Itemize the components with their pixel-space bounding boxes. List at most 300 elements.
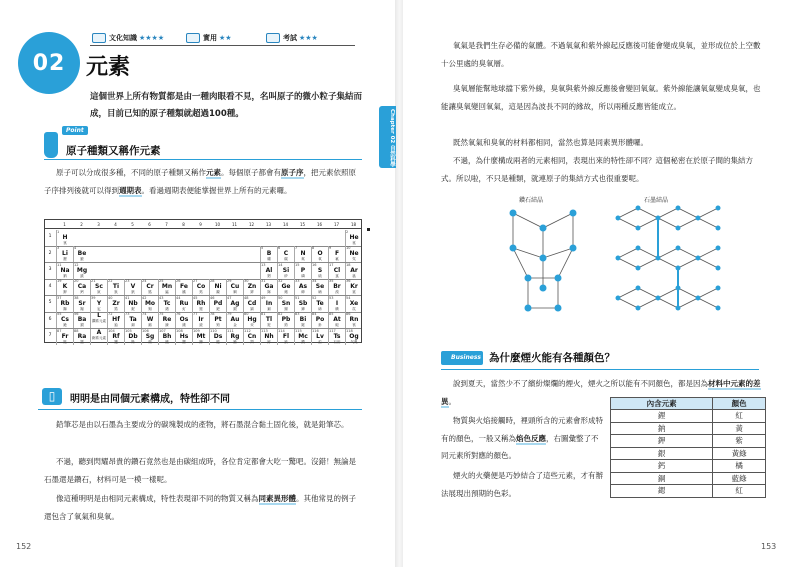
element-cell bbox=[328, 312, 345, 329]
element-cell bbox=[209, 329, 226, 346]
element-cell bbox=[226, 279, 243, 296]
element-cell bbox=[260, 312, 277, 329]
element-cell bbox=[260, 279, 277, 296]
element-symbol: Y bbox=[96, 299, 102, 307]
element-symbol: Ag bbox=[230, 299, 240, 307]
element-symbol: F bbox=[334, 250, 340, 257]
element-cell bbox=[56, 296, 73, 313]
table-row bbox=[611, 410, 766, 423]
element-cell bbox=[328, 246, 345, 263]
atomic-number: 73 bbox=[125, 312, 130, 316]
atomic-number: 18 bbox=[346, 262, 351, 267]
element-name: 鑪 bbox=[114, 339, 118, 344]
atomic-number: 55 bbox=[57, 312, 62, 316]
element-symbol: Bi bbox=[299, 316, 307, 323]
element-name: 銦 bbox=[267, 306, 271, 311]
element-name: 鉝 bbox=[318, 339, 322, 344]
atomic-number: 42 bbox=[142, 295, 147, 300]
group-number: 8 bbox=[182, 222, 185, 227]
element-name: 氟 bbox=[335, 257, 339, 261]
element-name: 銅 bbox=[233, 290, 237, 294]
element-name: 鋁 bbox=[267, 273, 271, 278]
group-number: 5 bbox=[131, 222, 134, 227]
element-symbol: W bbox=[146, 316, 154, 323]
element-cell bbox=[56, 263, 73, 280]
element-symbol: At bbox=[333, 316, 341, 323]
color-cell: 黃 bbox=[713, 422, 766, 435]
atomic-number: 26 bbox=[176, 279, 181, 283]
element-cell bbox=[311, 329, 328, 346]
element-cell bbox=[277, 279, 294, 296]
element-symbol: Be bbox=[77, 250, 87, 257]
exam-icon bbox=[266, 33, 280, 43]
atomic-number: 112 bbox=[244, 328, 251, 333]
chapter-side-tab: Chapter 02 自然科學 bbox=[379, 106, 396, 168]
element-cell bbox=[158, 312, 175, 329]
group-number: 2 bbox=[80, 222, 83, 227]
element-cell bbox=[260, 246, 277, 263]
element-symbol: Sn bbox=[281, 299, 291, 307]
element-cell bbox=[243, 279, 260, 296]
element-symbol: Pb bbox=[281, 316, 291, 323]
period-number: 5 bbox=[48, 300, 52, 305]
element-cell bbox=[226, 312, 243, 329]
atomic-number: 41 bbox=[125, 295, 130, 300]
group-number: 7 bbox=[165, 222, 168, 227]
atomic-number: 35 bbox=[329, 279, 334, 283]
element-symbol: Og bbox=[349, 332, 359, 340]
element-name: 𨭆 bbox=[182, 339, 186, 344]
element-symbol: Al bbox=[265, 266, 273, 274]
element-name: 金 bbox=[233, 323, 237, 327]
atomic-number: 46 bbox=[210, 295, 215, 300]
element-name: 石田 bbox=[333, 339, 341, 344]
element-name: 鈷 bbox=[199, 290, 203, 294]
color-cell: 紅 bbox=[713, 485, 766, 498]
element-name: 𨭎 bbox=[148, 339, 152, 344]
element-name: 氦 bbox=[352, 240, 356, 245]
atomic-number: 53 bbox=[329, 295, 334, 300]
element-symbol: Tc bbox=[163, 299, 171, 307]
atomic-number: 39 bbox=[91, 295, 96, 300]
element-cell bbox=[56, 312, 73, 329]
element-cell bbox=[311, 263, 328, 280]
group-number: 13 bbox=[265, 222, 272, 227]
element-symbol: Kr bbox=[350, 283, 358, 290]
element-name: 鐽 bbox=[216, 339, 220, 344]
element-name: 硫 bbox=[318, 273, 322, 278]
element-cell bbox=[260, 329, 277, 346]
flame-color-table bbox=[610, 397, 766, 498]
element-symbol: Co bbox=[196, 283, 206, 290]
element-symbol: S bbox=[317, 266, 323, 274]
element-name: 氙 bbox=[352, 306, 356, 311]
element-name: 汞 bbox=[250, 323, 254, 327]
element-name: 鉍 bbox=[301, 323, 305, 327]
element-symbol: Tl bbox=[265, 316, 273, 323]
element-symbol: Li bbox=[62, 250, 68, 257]
element-symbol: Bh bbox=[162, 332, 172, 340]
atomic-number: 47 bbox=[227, 295, 232, 300]
atomic-number: 74 bbox=[142, 312, 147, 316]
header-tags bbox=[92, 33, 346, 43]
element-symbol: Si bbox=[282, 266, 290, 274]
element-cell bbox=[328, 296, 345, 313]
element-name: 釔 bbox=[97, 306, 101, 311]
atomic-number: 15 bbox=[295, 262, 300, 267]
element-name: 碘 bbox=[335, 306, 339, 311]
tag-exam: 考試 ★★★ bbox=[266, 33, 346, 43]
element-name: 氧 bbox=[318, 257, 322, 261]
atomic-number: 116 bbox=[312, 328, 319, 333]
tag-culture: 文化知識 ★★★★ bbox=[92, 33, 186, 43]
atomic-number: 28 bbox=[210, 279, 215, 283]
element-name: 𨨏 bbox=[165, 339, 169, 344]
element-symbol: Rf bbox=[112, 332, 120, 340]
element-symbol: Ti bbox=[112, 283, 120, 290]
atomic-number: 111 bbox=[227, 328, 234, 333]
element-symbol: Nb bbox=[128, 299, 138, 307]
period-number: 1 bbox=[48, 234, 52, 239]
element-cell bbox=[56, 329, 73, 346]
element-symbol: Te bbox=[316, 299, 324, 307]
element-cell bbox=[260, 263, 277, 280]
header-divider bbox=[90, 45, 355, 46]
element-name: 鎳 bbox=[216, 290, 220, 294]
atomic-number: 44 bbox=[176, 295, 181, 300]
element-name: 鎂 bbox=[80, 273, 84, 278]
element-symbol: Hg bbox=[247, 316, 257, 323]
graphite-crystal-diagram bbox=[608, 203, 738, 323]
element-cell bbox=[124, 329, 141, 346]
atomic-number: 40 bbox=[108, 295, 113, 300]
element-symbol: As bbox=[298, 283, 308, 290]
element-name: 鈧 bbox=[97, 290, 101, 294]
element-cell bbox=[209, 279, 226, 296]
element-cell bbox=[311, 312, 328, 329]
element-name: 錸 bbox=[165, 323, 169, 327]
element-symbol: Zr bbox=[112, 299, 120, 307]
element-cell bbox=[192, 279, 209, 296]
element-name: 銣 bbox=[63, 306, 67, 311]
atomic-number: 52 bbox=[312, 295, 317, 300]
element-symbol: Au bbox=[230, 316, 240, 323]
element-name: 鎶 bbox=[250, 339, 254, 344]
element-name: 䥑 bbox=[199, 339, 203, 344]
atomic-number: 14 bbox=[278, 262, 283, 267]
element-symbol: Rg bbox=[230, 332, 240, 340]
left-page bbox=[0, 0, 396, 567]
table-row bbox=[611, 460, 766, 473]
element-symbol: Cn bbox=[247, 332, 257, 340]
atomic-number: 43 bbox=[159, 295, 164, 300]
element-name: 錫 bbox=[284, 306, 288, 311]
element-name: 鉈 bbox=[267, 323, 271, 327]
element-cell bbox=[294, 312, 311, 329]
element-symbol: Cd bbox=[247, 299, 257, 307]
element-name: 鈹 bbox=[80, 257, 84, 261]
element-name: 鉬 bbox=[148, 306, 152, 311]
atomic-number: 1 bbox=[57, 229, 60, 234]
color-cell: 紫 bbox=[713, 435, 766, 448]
atomic-number: 84 bbox=[312, 312, 317, 316]
atomic-number: 11 bbox=[57, 262, 62, 267]
element-symbol: Fr bbox=[61, 332, 69, 340]
element-cell bbox=[124, 296, 141, 313]
element-symbol: Hs bbox=[179, 332, 189, 340]
atomic-number: 78 bbox=[210, 312, 215, 316]
element-symbol: He bbox=[349, 233, 359, 241]
element-symbol: Br bbox=[333, 283, 341, 290]
group-number: 10 bbox=[214, 222, 221, 227]
element-name: 錀 bbox=[233, 339, 237, 344]
element-symbol: Ru bbox=[179, 299, 189, 307]
atomic-number: 19 bbox=[57, 279, 62, 283]
element-cell bbox=[158, 279, 175, 296]
atomic-number: 29 bbox=[227, 279, 232, 283]
period-number: 6 bbox=[48, 316, 52, 322]
element-name: 鈀 bbox=[216, 306, 220, 311]
tag-practical: 實用 ★★ bbox=[186, 33, 266, 43]
element-symbol: A bbox=[96, 328, 102, 336]
element-symbol: Sr bbox=[78, 299, 86, 307]
element-name: 鋨 bbox=[182, 323, 186, 327]
element-cell bbox=[175, 329, 192, 346]
element-name: 砷 bbox=[301, 290, 305, 294]
element-cell bbox=[73, 279, 90, 296]
element-name: 錳 bbox=[165, 290, 169, 294]
atomic-number: 5 bbox=[261, 246, 264, 250]
subsection-header bbox=[38, 387, 362, 407]
element-symbol: C bbox=[283, 250, 289, 257]
group-number: 11 bbox=[231, 222, 238, 227]
element-symbol: Ge bbox=[281, 283, 291, 290]
element-name: 銻 bbox=[301, 306, 305, 311]
atomic-number: 85 bbox=[329, 312, 334, 316]
element-name: 矽 bbox=[284, 273, 288, 278]
element-cell bbox=[107, 329, 124, 346]
group-number: 4 bbox=[114, 222, 117, 227]
subsection-heading: 明明是由同個元素構成，特性卻不同 bbox=[70, 394, 230, 405]
group-number: 17 bbox=[333, 222, 340, 227]
element-symbol: L bbox=[97, 312, 101, 319]
element-symbol: Po bbox=[315, 316, 325, 323]
table-row bbox=[611, 422, 766, 435]
element-cell bbox=[192, 296, 209, 313]
atomic-number: 80 bbox=[244, 312, 249, 316]
element-cell bbox=[345, 329, 362, 346]
atomic-number: 114 bbox=[278, 328, 285, 333]
table-row bbox=[611, 472, 766, 485]
element-symbol: Mn bbox=[161, 283, 173, 290]
element-name: 氫 bbox=[63, 240, 67, 245]
element-cell bbox=[345, 312, 362, 329]
element-symbol: Sc bbox=[95, 283, 103, 290]
element-symbol: Ni bbox=[214, 283, 222, 290]
element-name: 鎵 bbox=[267, 290, 271, 294]
subsection-divider bbox=[38, 409, 362, 410]
group-number: 9 bbox=[199, 222, 202, 227]
group-number: 12 bbox=[248, 222, 255, 227]
element-symbol: Sb bbox=[298, 299, 308, 307]
element-cell bbox=[243, 296, 260, 313]
element-symbol: Hf bbox=[112, 316, 120, 323]
element-name: 鋰 bbox=[63, 257, 67, 261]
element-symbol: Ga bbox=[264, 283, 274, 290]
element-name: 鋯 bbox=[114, 306, 118, 311]
atomic-number: 50 bbox=[278, 295, 283, 300]
atomic-number: 76 bbox=[176, 312, 181, 316]
element-cell bbox=[90, 312, 107, 329]
element-cell bbox=[73, 312, 90, 329]
element-name: 氡 bbox=[352, 323, 356, 327]
group-number: 6 bbox=[148, 222, 151, 227]
period-number: 2 bbox=[48, 250, 52, 256]
atomic-number: 25 bbox=[159, 279, 164, 283]
element-cell: 銅 bbox=[611, 472, 713, 485]
atomic-number: 75 bbox=[159, 312, 164, 316]
intro-text: 這個世界上所有物質都是由一種肉眼看不見，名叫原子的微小粒子集結而成，目前已知的原子種類就超過100種。 bbox=[90, 92, 363, 119]
atomic-number: 105 bbox=[125, 328, 132, 333]
element-symbol: Cs bbox=[61, 316, 69, 323]
business-divider bbox=[441, 369, 759, 370]
element-name: 鉭 bbox=[131, 323, 135, 327]
element-symbol: I bbox=[335, 299, 339, 307]
element-cell bbox=[56, 246, 73, 263]
group-number: 18 bbox=[350, 222, 357, 227]
atomic-number: 113 bbox=[261, 328, 268, 333]
atomic-number: 16 bbox=[312, 262, 317, 267]
element-name: 鉨 bbox=[267, 339, 271, 344]
page-number-left: 152 bbox=[16, 542, 32, 551]
element-cell bbox=[73, 296, 90, 313]
element-name: 鈇 bbox=[284, 339, 288, 344]
atomic-number: 9 bbox=[329, 246, 332, 250]
atomic-number: 31 bbox=[261, 279, 266, 283]
atomic-number: 88 bbox=[74, 328, 79, 333]
element-cell bbox=[192, 312, 209, 329]
atomic-number: 3 bbox=[57, 246, 60, 250]
paragraph-elements: 原子可以分成很多種，不同的原子種類又稱作元素。每個原子都會有原子序，把元素依照原子序排列後就可以得到週期表。看過週期表便能掌握世界上所有的元素囉。 bbox=[44, 168, 356, 195]
business-badge: Business bbox=[441, 351, 483, 365]
element-symbol: K bbox=[62, 283, 68, 290]
color-cell: 藍綠 bbox=[713, 472, 766, 485]
element-name: 銠 bbox=[199, 306, 203, 311]
element-symbol: Ca bbox=[77, 283, 87, 290]
group-number: 3 bbox=[97, 222, 100, 227]
point-label: Point bbox=[62, 126, 88, 135]
element-symbol: Rn bbox=[349, 316, 359, 323]
paragraph-gunpowder: 煙火的火藥便是巧妙結合了這些元素，才有辦法展現出預期的色彩。 bbox=[441, 471, 603, 498]
element-cell bbox=[345, 246, 362, 263]
atomic-number: 34 bbox=[312, 279, 317, 283]
element-symbol: Mo bbox=[144, 299, 156, 307]
element-cell bbox=[107, 312, 124, 329]
element-cell bbox=[209, 296, 226, 313]
atomic-number: 24 bbox=[142, 279, 147, 283]
element-cell: 鉀 bbox=[611, 435, 713, 448]
element-symbol: Mt bbox=[196, 332, 206, 340]
element-name: 鉀 bbox=[63, 290, 67, 294]
element-cell bbox=[294, 263, 311, 280]
atomic-number: 27 bbox=[193, 279, 198, 283]
table-row bbox=[611, 447, 766, 460]
atomic-number: 51 bbox=[295, 295, 300, 300]
element-cell bbox=[243, 312, 260, 329]
element-cell: 鋰 bbox=[611, 410, 713, 423]
atomic-number: 20 bbox=[74, 279, 79, 283]
section-heading: 原子種類又稱作元素 bbox=[66, 145, 161, 157]
atomic-number: 108 bbox=[176, 328, 183, 333]
paragraph-flame-reaction: 物質與火焰接觸時，裡頭所含的元素會形成特有的顏色，一般又稱為焰色反應，右圖彙整了不同元素所對應的顏色。 bbox=[441, 416, 603, 460]
period-number: 4 bbox=[48, 283, 52, 289]
element-cell bbox=[107, 279, 124, 296]
element-name: 硼 bbox=[267, 257, 271, 261]
element-name: 鋇 bbox=[80, 323, 84, 327]
element-symbol: Db bbox=[128, 332, 138, 340]
atomic-number: 77 bbox=[193, 312, 198, 316]
periodic-table bbox=[44, 219, 362, 343]
element-cell bbox=[328, 279, 345, 296]
paragraph-ozone-layer: 臭氧層能幫地球擋下紫外線，臭氧與紫外線反應後會變回氧氣。紫外線能讓氧氣變成臭氧，也能讓臭氧變回氧氣，這是因為波長不同的緣故，所以兩種反應皆能成立。 bbox=[441, 84, 761, 111]
element-symbol: Ts bbox=[333, 332, 341, 340]
element-name: 鐳 bbox=[80, 339, 84, 344]
atomic-number: 49 bbox=[261, 295, 266, 300]
atomic-number: 54 bbox=[346, 295, 351, 300]
element-name: 鎢 bbox=[148, 323, 152, 327]
paragraph-diamond: 不過，聽到閃耀昂貴的鑽石竟然也是由碳組成時，各位肯定都會大吃一驚吧。沒錯！無論是石墨還是鑽石，材料可是一模一樣呢。 bbox=[44, 457, 356, 484]
element-name: 𨧀 bbox=[131, 339, 135, 344]
group-number-row bbox=[45, 220, 361, 229]
element-name: 鈣 bbox=[80, 290, 84, 294]
atomic-number: 33 bbox=[295, 279, 300, 283]
atomic-number: 32 bbox=[278, 279, 283, 283]
element-cell: 鍶 bbox=[611, 485, 713, 498]
element-name: 鐵 bbox=[182, 290, 186, 294]
atomic-number: 8 bbox=[312, 246, 315, 250]
element-cell bbox=[158, 329, 175, 346]
element-cell: 鈣 bbox=[611, 460, 713, 473]
element-symbol: Mg bbox=[76, 266, 88, 274]
atomic-number: 17 bbox=[329, 262, 334, 267]
element-symbol: Ds bbox=[213, 332, 223, 340]
atomic-number: 72 bbox=[108, 312, 113, 316]
atomic-number: 56 bbox=[74, 312, 79, 316]
atomic-number: 79 bbox=[227, 312, 232, 316]
atomic-number: 86 bbox=[346, 312, 351, 316]
element-cell bbox=[260, 296, 277, 313]
element-symbol: Ba bbox=[77, 316, 87, 323]
element-cell bbox=[345, 263, 362, 280]
element-cell bbox=[73, 246, 90, 263]
element-cell bbox=[107, 296, 124, 313]
element-cell bbox=[311, 246, 328, 263]
element-symbol: Ar bbox=[350, 266, 358, 274]
element-cell bbox=[175, 312, 192, 329]
element-cell: 銀 bbox=[611, 447, 713, 460]
element-name: 釙 bbox=[318, 323, 322, 327]
element-name: 鎝 bbox=[165, 306, 169, 311]
paragraph-oxygen: 氧氣是我們生存必備的氣體。不過氧氣和紫外線起反應後可能會變成臭氧，並形成位於上空數十公里處的臭氧層。 bbox=[441, 41, 761, 68]
element-cell bbox=[277, 263, 294, 280]
element-name: 氖 bbox=[352, 257, 356, 261]
element-symbol: Fe bbox=[180, 283, 188, 290]
element-name: 鍶 bbox=[80, 306, 84, 311]
element-cell bbox=[294, 296, 311, 313]
element-symbol: Os bbox=[179, 316, 189, 323]
group-number: 14 bbox=[282, 222, 289, 227]
atomic-number: 23 bbox=[125, 279, 130, 283]
